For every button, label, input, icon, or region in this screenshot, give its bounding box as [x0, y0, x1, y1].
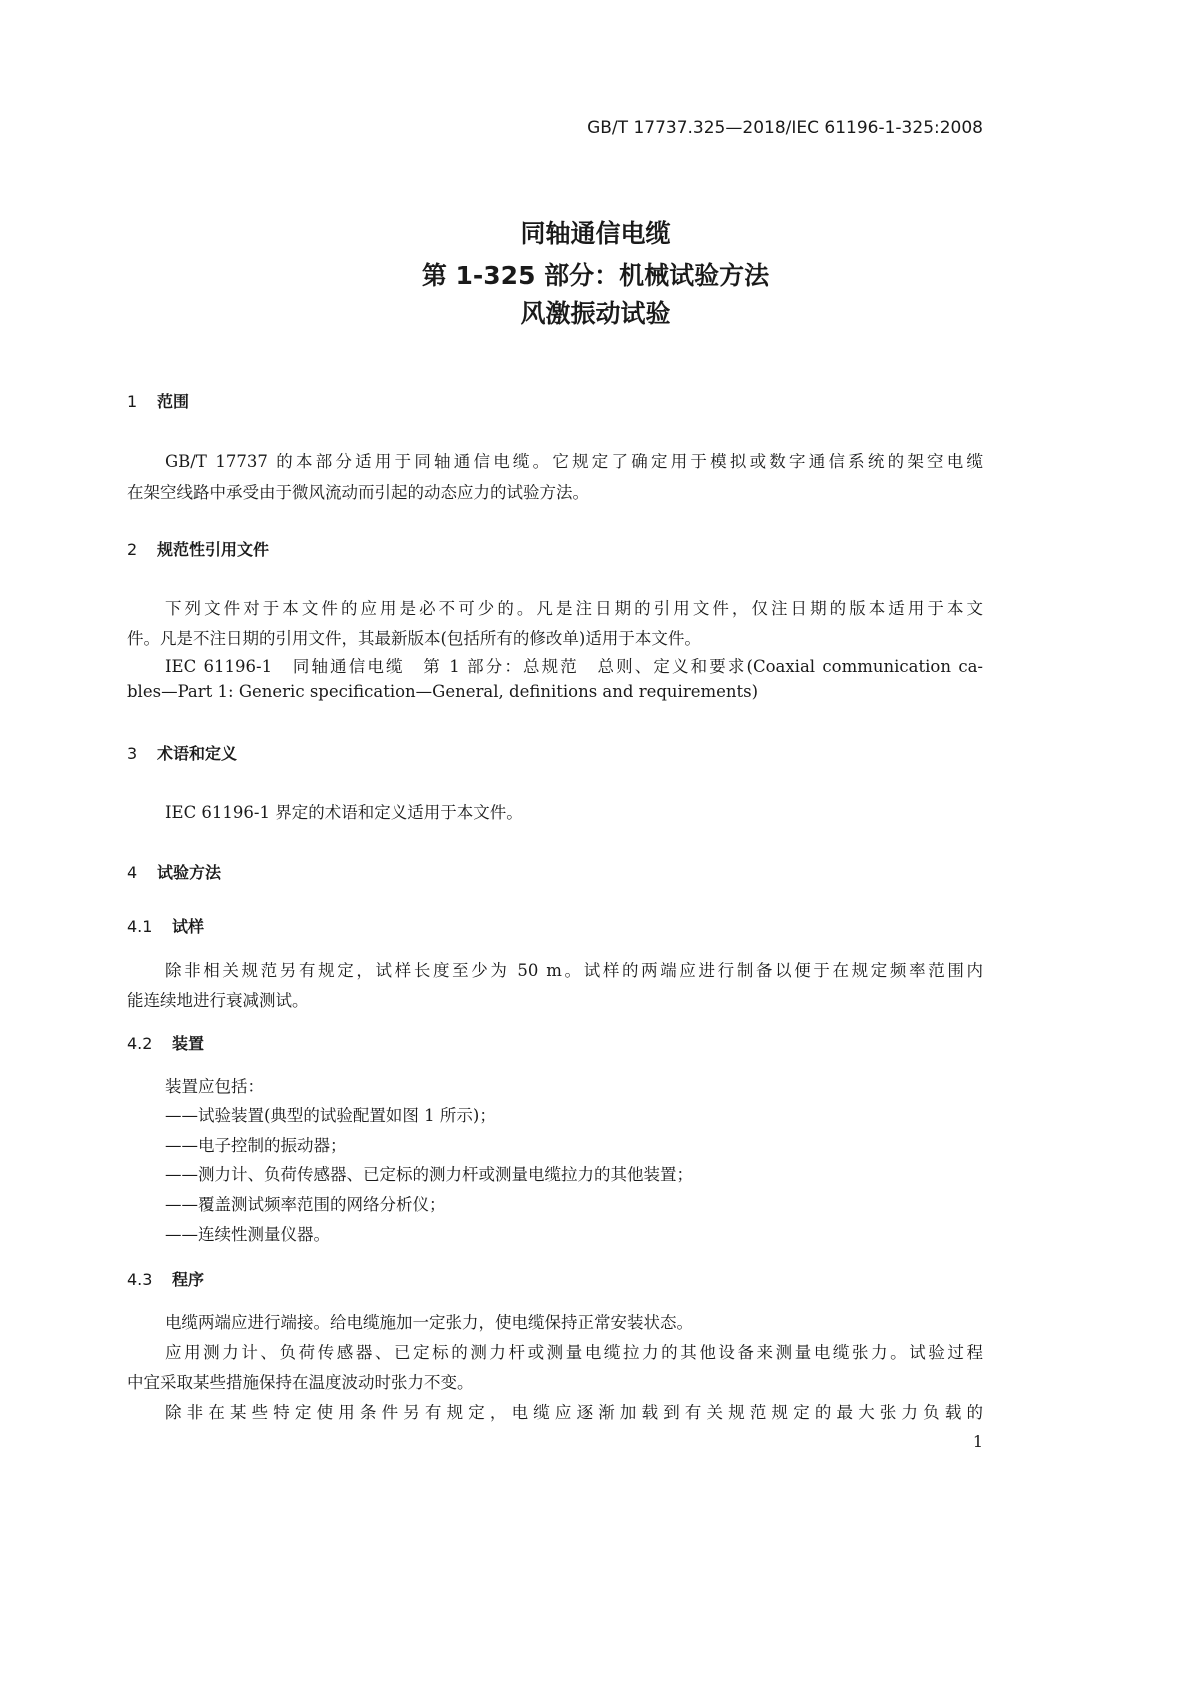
- paragraph-line: 装置应包括：: [165, 1077, 264, 1096]
- page-number: 1: [972, 1432, 983, 1451]
- section-title: 范围: [157, 392, 190, 411]
- section-2-heading: [127, 537, 269, 560]
- list-item: ——连续性测量仪器。: [165, 1225, 330, 1244]
- paragraph-line: 除非相关规范另有规定，试样长度至少为 50 m。试样的两端应进行制备以便于在规定频率范围内: [165, 961, 983, 980]
- paragraph-line: 在架空线路中承受由于微风流动而引起的动态应力的试验方法。: [127, 483, 589, 502]
- section-title: 装置: [172, 1034, 205, 1053]
- title-line-3: 风激振动试验: [520, 299, 671, 328]
- reference-line: bles—Part 1: Generic specification—General, definitions and requirements): [127, 682, 759, 701]
- section-4-3-heading: [127, 1267, 204, 1290]
- section-1-heading: [127, 389, 189, 412]
- section-4-2-heading: [127, 1031, 204, 1054]
- paragraph-line: 下列文件对于本文件的应用是必不可少的。凡是注日期的引用文件，仅注日期的版本适用于本文: [165, 599, 983, 618]
- reference-line: IEC 61196-1 同轴通信电缆 第 1 部分：总规范 总则、定义和要求(Coaxial communication ca-: [165, 657, 983, 676]
- title-line-1: 同轴通信电缆: [520, 219, 671, 248]
- paragraph-line: 中宜采取某些措施保持在温度波动时张力不变。: [127, 1373, 474, 1392]
- title-line-2: 第 1-325 部分：机械试验方法: [421, 261, 770, 290]
- section-number: 4.3: [127, 1270, 153, 1289]
- section-number: 4: [127, 863, 138, 882]
- standard-id: GB/T 17737.325—2018/IEC 61196-1-325:2008: [587, 118, 983, 138]
- section-number: 4.2: [127, 1034, 153, 1053]
- section-number: 4.1: [127, 917, 153, 936]
- section-4-1-heading: [127, 914, 204, 937]
- section-title: 试验方法: [157, 863, 222, 882]
- section-3-heading: [127, 741, 237, 764]
- section-title: 程序: [172, 1270, 205, 1289]
- paragraph-line: GB/T 17737 的本部分适用于同轴通信电缆。它规定了确定用于模拟或数字通信系统的架空电缆: [165, 452, 983, 471]
- paragraph-line: 能连续地进行衰减测试。: [127, 991, 309, 1010]
- paragraph-line: 应用测力计、负荷传感器、已定标的测力杆或测量电缆拉力的其他设备来测量电缆张力。试验过程: [165, 1343, 983, 1362]
- section-number: 1: [127, 392, 138, 411]
- section-number: 2: [127, 540, 138, 559]
- list-item: ——测力计、负荷传感器、已定标的测力杆或测量电缆拉力的其他装置；: [165, 1165, 693, 1184]
- paragraph-line: 件。凡是不注日期的引用文件，其最新版本(包括所有的修改单)适用于本文件。: [127, 629, 701, 648]
- paragraph-line: 除非在某些特定使用条件另有规定，电缆应逐渐加载到有关规范规定的最大张力负载的: [165, 1403, 983, 1422]
- section-4-heading: [127, 860, 221, 883]
- paragraph-line: 电缆两端应进行端接。给电缆施加一定张力，使电缆保持正常安装状态。: [165, 1313, 693, 1332]
- list-item: ——电子控制的振动器；: [165, 1136, 347, 1155]
- list-item: ——覆盖测试频率范围的网络分析仪；: [165, 1195, 446, 1214]
- paragraph-line: IEC 61196-1 界定的术语和定义适用于本文件。: [165, 803, 523, 822]
- section-title: 规范性引用文件: [157, 540, 270, 559]
- section-title: 试样: [172, 917, 205, 936]
- section-number: 3: [127, 744, 138, 763]
- list-item: ——试验装置(典型的试验配置如图 1 所示)；: [165, 1106, 496, 1125]
- section-title: 术语和定义: [157, 744, 238, 763]
